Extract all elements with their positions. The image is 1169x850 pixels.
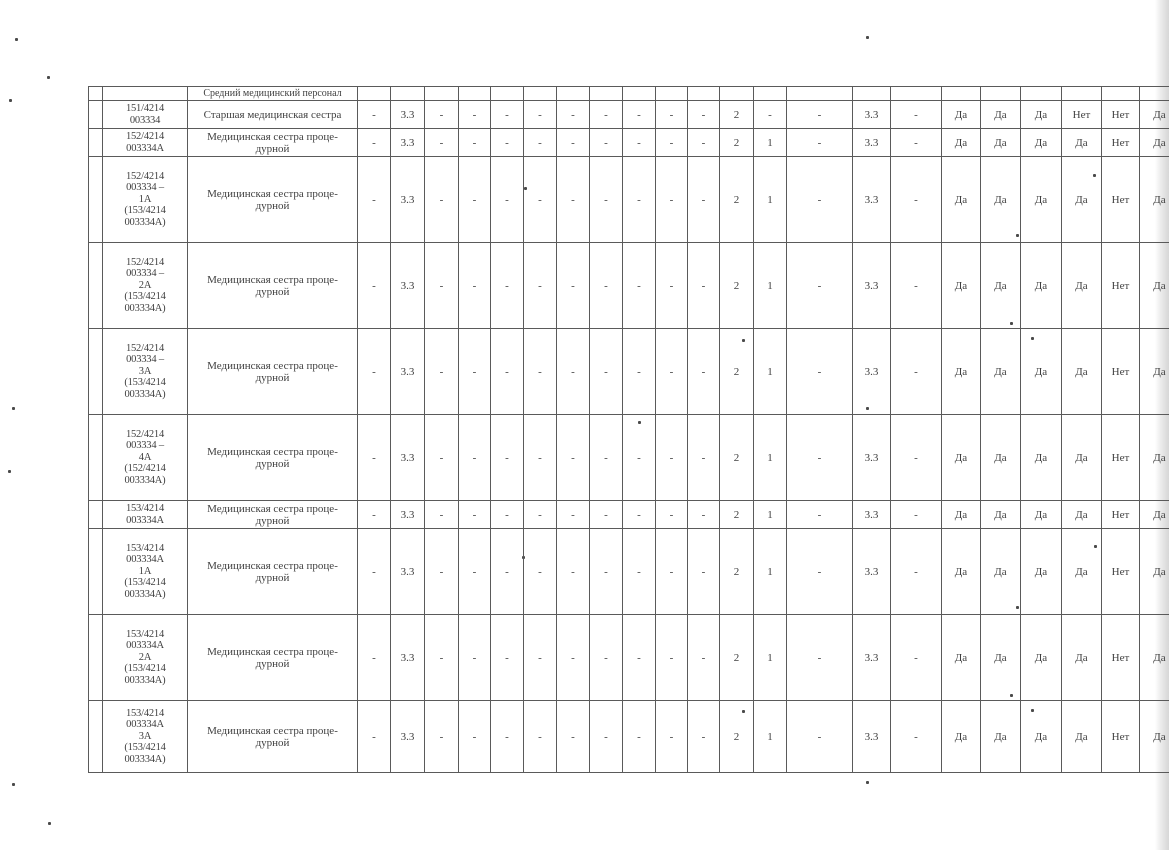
scan-speck xyxy=(8,470,11,473)
value-cell: 1 xyxy=(754,501,787,529)
value-cell: Да xyxy=(981,243,1021,329)
value-cell: - xyxy=(590,415,623,501)
value-cell: Да xyxy=(942,501,981,529)
value-cell: Да xyxy=(1021,701,1062,773)
value-cell: - xyxy=(891,129,942,157)
value-cell: Да xyxy=(1140,501,1169,529)
position-cell: Медицинская сестра проце- дурной xyxy=(188,415,358,501)
blank-cell xyxy=(89,329,103,415)
blank-cell xyxy=(524,87,557,101)
blank-cell xyxy=(89,101,103,129)
value-cell: Да xyxy=(1140,129,1169,157)
table-row xyxy=(89,529,1169,615)
value-cell: - xyxy=(787,701,853,773)
value-cell: 3.3 xyxy=(391,243,425,329)
value-cell: - xyxy=(425,615,459,701)
value-cell: - xyxy=(358,101,391,129)
value-cell: 3.3 xyxy=(853,701,891,773)
value-cell: - xyxy=(358,329,391,415)
workplace-code-cell: 151/4214 003334 xyxy=(103,101,188,129)
value-cell: - xyxy=(459,243,491,329)
workplace-code-cell: 152/4214 003334 – 3А (153/4214 003334А) xyxy=(103,329,188,415)
value-cell: - xyxy=(425,529,459,615)
value-cell: - xyxy=(557,101,590,129)
value-cell: - xyxy=(524,101,557,129)
workplace-code-cell: 153/4214 003334А xyxy=(103,501,188,529)
value-cell: - xyxy=(590,329,623,415)
value-cell: Да xyxy=(981,529,1021,615)
value-cell: - xyxy=(491,329,524,415)
value-cell: - xyxy=(891,529,942,615)
scan-speck xyxy=(9,99,12,102)
value-cell: - xyxy=(688,701,720,773)
value-cell: - xyxy=(524,529,557,615)
scan-speck xyxy=(12,407,15,410)
value-cell: - xyxy=(358,615,391,701)
table-row xyxy=(89,501,1169,529)
value-cell: - xyxy=(491,501,524,529)
blank-cell xyxy=(942,87,981,101)
blank-cell xyxy=(103,87,188,101)
value-cell: - xyxy=(459,529,491,615)
value-cell: - xyxy=(459,157,491,243)
value-cell: 1 xyxy=(754,701,787,773)
value-cell: - xyxy=(557,329,590,415)
value-cell: 3.3 xyxy=(853,415,891,501)
value-cell: - xyxy=(754,101,787,129)
value-cell: - xyxy=(557,615,590,701)
value-cell: - xyxy=(623,329,656,415)
value-cell: - xyxy=(688,501,720,529)
value-cell: 3.3 xyxy=(391,615,425,701)
workplace-code-cell: 153/4214 003334А 3А (153/4214 003334А) xyxy=(103,701,188,773)
value-cell: 1 xyxy=(754,329,787,415)
value-cell: - xyxy=(891,501,942,529)
value-cell: Да xyxy=(942,329,981,415)
workplace-code-cell: 152/4214 003334 – 2А (153/4214 003334А) xyxy=(103,243,188,329)
value-cell: - xyxy=(688,129,720,157)
value-cell: - xyxy=(891,615,942,701)
value-cell: - xyxy=(688,101,720,129)
value-cell: - xyxy=(623,129,656,157)
value-cell: Да xyxy=(942,701,981,773)
value-cell: - xyxy=(656,243,688,329)
value-cell: - xyxy=(358,529,391,615)
value-cell: - xyxy=(425,129,459,157)
position-cell: Медицинская сестра проце- дурной xyxy=(188,329,358,415)
value-cell: 3.3 xyxy=(391,129,425,157)
position-cell: Медицинская сестра проце- дурной xyxy=(188,129,358,157)
value-cell: Нет xyxy=(1102,157,1140,243)
blank-cell xyxy=(853,87,891,101)
value-cell: - xyxy=(590,501,623,529)
blank-cell xyxy=(89,501,103,529)
scan-speck xyxy=(48,822,51,825)
value-cell: - xyxy=(787,329,853,415)
value-cell: Нет xyxy=(1102,501,1140,529)
value-cell: 1 xyxy=(754,529,787,615)
position-cell: Медицинская сестра проце- дурной xyxy=(188,243,358,329)
blank-cell xyxy=(491,87,524,101)
value-cell: - xyxy=(459,501,491,529)
scan-speck xyxy=(866,781,869,784)
value-cell: - xyxy=(425,157,459,243)
value-cell: - xyxy=(491,615,524,701)
value-cell: - xyxy=(459,615,491,701)
scan-speck xyxy=(15,38,18,41)
value-cell: 2 xyxy=(720,329,754,415)
value-cell: Да xyxy=(1140,101,1169,129)
value-cell: - xyxy=(590,615,623,701)
workplace-code-cell: 152/4214 003334 – 4А (152/4214 003334А) xyxy=(103,415,188,501)
value-cell: - xyxy=(623,701,656,773)
value-cell: - xyxy=(459,701,491,773)
blank-cell xyxy=(89,157,103,243)
value-cell: Да xyxy=(1021,529,1062,615)
value-cell: - xyxy=(656,701,688,773)
value-cell: Да xyxy=(1021,615,1062,701)
value-cell: Да xyxy=(1062,529,1102,615)
scan-speck xyxy=(47,76,50,79)
value-cell: - xyxy=(656,329,688,415)
value-cell: - xyxy=(891,243,942,329)
value-cell: Да xyxy=(1021,329,1062,415)
value-cell: - xyxy=(656,529,688,615)
position-cell: Медицинская сестра проце- дурной xyxy=(188,157,358,243)
value-cell: - xyxy=(787,129,853,157)
value-cell: 3.3 xyxy=(391,501,425,529)
blank-cell xyxy=(89,615,103,701)
value-cell: Да xyxy=(1062,615,1102,701)
value-cell: - xyxy=(656,101,688,129)
value-cell: - xyxy=(459,329,491,415)
value-cell: - xyxy=(491,101,524,129)
value-cell: - xyxy=(491,129,524,157)
value-cell: - xyxy=(688,329,720,415)
value-cell: - xyxy=(425,501,459,529)
position-cell: Медицинская сестра проце- дурной xyxy=(188,501,358,529)
value-cell: Да xyxy=(1062,701,1102,773)
blank-cell xyxy=(557,87,590,101)
blank-cell xyxy=(754,87,787,101)
value-cell: - xyxy=(557,501,590,529)
value-cell: - xyxy=(656,415,688,501)
value-cell: - xyxy=(491,157,524,243)
value-cell: - xyxy=(459,101,491,129)
value-cell: Нет xyxy=(1102,129,1140,157)
value-cell: Нет xyxy=(1102,615,1140,701)
value-cell: Да xyxy=(1062,157,1102,243)
value-cell: - xyxy=(358,129,391,157)
section-header-row xyxy=(89,87,1169,101)
blank-cell xyxy=(391,87,425,101)
value-cell: Да xyxy=(1021,129,1062,157)
blank-cell xyxy=(1102,87,1140,101)
value-cell: Нет xyxy=(1102,329,1140,415)
value-cell: Да xyxy=(942,243,981,329)
value-cell: Да xyxy=(981,157,1021,243)
value-cell: Нет xyxy=(1102,415,1140,501)
value-cell: - xyxy=(787,243,853,329)
blank-cell xyxy=(89,243,103,329)
blank-cell xyxy=(891,87,942,101)
value-cell: Да xyxy=(1140,329,1169,415)
value-cell: 1 xyxy=(754,415,787,501)
value-cell: - xyxy=(891,101,942,129)
value-cell: 3.3 xyxy=(853,501,891,529)
blank-cell xyxy=(89,701,103,773)
value-cell: - xyxy=(787,615,853,701)
value-cell: 3.3 xyxy=(853,101,891,129)
value-cell: - xyxy=(590,129,623,157)
value-cell: - xyxy=(524,701,557,773)
value-cell: Нет xyxy=(1062,101,1102,129)
value-cell: - xyxy=(688,529,720,615)
workplace-code-cell: 153/4214 003334А 1А (153/4214 003334А) xyxy=(103,529,188,615)
value-cell: Да xyxy=(1062,501,1102,529)
value-cell: - xyxy=(787,415,853,501)
table-row xyxy=(89,129,1169,157)
blank-cell xyxy=(1062,87,1102,101)
value-cell: - xyxy=(787,529,853,615)
value-cell: Да xyxy=(981,615,1021,701)
value-cell: Да xyxy=(1140,529,1169,615)
value-cell: Да xyxy=(942,529,981,615)
workplace-code-cell: 153/4214 003334А 2А (153/4214 003334А) xyxy=(103,615,188,701)
blank-cell xyxy=(720,87,754,101)
value-cell: - xyxy=(656,615,688,701)
value-cell: Нет xyxy=(1102,529,1140,615)
value-cell: - xyxy=(358,415,391,501)
value-cell: 2 xyxy=(720,243,754,329)
table-row xyxy=(89,329,1169,415)
blank-cell xyxy=(425,87,459,101)
value-cell: 1 xyxy=(754,157,787,243)
value-cell: Да xyxy=(1140,243,1169,329)
blank-cell xyxy=(787,87,853,101)
value-cell: - xyxy=(557,243,590,329)
value-cell: 3.3 xyxy=(853,529,891,615)
value-cell: - xyxy=(425,329,459,415)
value-cell: 1 xyxy=(754,615,787,701)
value-cell: - xyxy=(891,157,942,243)
blank-cell xyxy=(89,529,103,615)
value-cell: - xyxy=(358,243,391,329)
value-cell: Да xyxy=(981,329,1021,415)
value-cell: - xyxy=(688,415,720,501)
value-cell: - xyxy=(459,129,491,157)
value-cell: 3.3 xyxy=(853,329,891,415)
value-cell: Да xyxy=(1140,415,1169,501)
value-cell: 3.3 xyxy=(391,701,425,773)
value-cell: - xyxy=(425,701,459,773)
value-cell: - xyxy=(891,701,942,773)
value-cell: Да xyxy=(942,129,981,157)
blank-cell xyxy=(688,87,720,101)
value-cell: 1 xyxy=(754,243,787,329)
value-cell: - xyxy=(623,157,656,243)
value-cell: 3.3 xyxy=(391,529,425,615)
value-cell: 2 xyxy=(720,529,754,615)
value-cell: - xyxy=(491,529,524,615)
value-cell: - xyxy=(491,415,524,501)
value-cell: - xyxy=(524,157,557,243)
value-cell: - xyxy=(557,529,590,615)
value-cell: Да xyxy=(981,501,1021,529)
value-cell: Да xyxy=(1021,501,1062,529)
value-cell: Да xyxy=(981,129,1021,157)
value-cell: Да xyxy=(1062,243,1102,329)
blank-cell xyxy=(981,87,1021,101)
value-cell: - xyxy=(688,157,720,243)
blank-cell xyxy=(358,87,391,101)
value-cell: 2 xyxy=(720,615,754,701)
value-cell: - xyxy=(656,501,688,529)
value-cell: 3.3 xyxy=(853,129,891,157)
value-cell: Да xyxy=(1140,701,1169,773)
value-cell: 3.3 xyxy=(853,615,891,701)
value-cell: - xyxy=(623,243,656,329)
value-cell: - xyxy=(623,101,656,129)
value-cell: Да xyxy=(1062,415,1102,501)
value-cell: - xyxy=(787,157,853,243)
value-cell: 3.3 xyxy=(391,329,425,415)
table-row xyxy=(89,615,1169,701)
value-cell: - xyxy=(590,701,623,773)
position-cell: Старшая медицинская сестра xyxy=(188,101,358,129)
blank-cell xyxy=(89,87,103,101)
table-row xyxy=(89,157,1169,243)
value-cell: - xyxy=(891,415,942,501)
blank-cell xyxy=(1021,87,1062,101)
value-cell: Да xyxy=(1062,329,1102,415)
value-cell: - xyxy=(623,415,656,501)
scan-speck xyxy=(12,783,15,786)
staff-qualification-table xyxy=(88,86,1169,773)
value-cell: - xyxy=(590,529,623,615)
value-cell: - xyxy=(358,701,391,773)
value-cell: Да xyxy=(1140,615,1169,701)
value-cell: Да xyxy=(942,101,981,129)
value-cell: - xyxy=(425,243,459,329)
value-cell: - xyxy=(524,415,557,501)
position-cell: Медицинская сестра проце- дурной xyxy=(188,615,358,701)
value-cell: Да xyxy=(981,101,1021,129)
value-cell: - xyxy=(524,129,557,157)
value-cell: - xyxy=(787,101,853,129)
value-cell: Да xyxy=(1021,243,1062,329)
value-cell: Нет xyxy=(1102,701,1140,773)
value-cell: Да xyxy=(942,157,981,243)
position-cell: Медицинская сестра проце- дурной xyxy=(188,529,358,615)
table-row xyxy=(89,101,1169,129)
value-cell: - xyxy=(425,101,459,129)
scan-speck xyxy=(866,36,869,39)
value-cell: - xyxy=(459,415,491,501)
table-row xyxy=(89,415,1169,501)
value-cell: 2 xyxy=(720,501,754,529)
blank-cell xyxy=(623,87,656,101)
value-cell: 3.3 xyxy=(391,101,425,129)
workplace-code-cell: 152/4214 003334А xyxy=(103,129,188,157)
value-cell: Да xyxy=(1140,157,1169,243)
value-cell: 3.3 xyxy=(391,415,425,501)
value-cell: - xyxy=(656,157,688,243)
value-cell: 2 xyxy=(720,701,754,773)
value-cell: 2 xyxy=(720,415,754,501)
value-cell: - xyxy=(590,243,623,329)
value-cell: 3.3 xyxy=(391,157,425,243)
value-cell: Да xyxy=(981,415,1021,501)
value-cell: - xyxy=(787,501,853,529)
blank-cell xyxy=(1140,87,1169,101)
value-cell: - xyxy=(524,615,557,701)
value-cell: - xyxy=(358,157,391,243)
table-body xyxy=(89,87,1169,773)
value-cell: 2 xyxy=(720,101,754,129)
blank-cell xyxy=(89,129,103,157)
value-cell: Да xyxy=(1021,157,1062,243)
blank-cell xyxy=(459,87,491,101)
value-cell: - xyxy=(358,501,391,529)
value-cell: - xyxy=(590,157,623,243)
value-cell: 3.3 xyxy=(853,243,891,329)
value-cell: - xyxy=(557,129,590,157)
blank-cell xyxy=(590,87,623,101)
value-cell: Нет xyxy=(1102,243,1140,329)
value-cell: - xyxy=(656,129,688,157)
value-cell: Да xyxy=(1021,415,1062,501)
value-cell: Да xyxy=(1021,101,1062,129)
table-row xyxy=(89,701,1169,773)
blank-cell xyxy=(89,415,103,501)
value-cell: - xyxy=(524,243,557,329)
value-cell: Да xyxy=(981,701,1021,773)
value-cell: - xyxy=(623,501,656,529)
value-cell: 2 xyxy=(720,129,754,157)
value-cell: - xyxy=(524,329,557,415)
value-cell: - xyxy=(891,329,942,415)
value-cell: - xyxy=(623,529,656,615)
value-cell: - xyxy=(623,615,656,701)
value-cell: 1 xyxy=(754,129,787,157)
value-cell: - xyxy=(590,101,623,129)
blank-cell xyxy=(656,87,688,101)
value-cell: - xyxy=(524,501,557,529)
value-cell: - xyxy=(491,243,524,329)
value-cell: - xyxy=(491,701,524,773)
table-row xyxy=(89,243,1169,329)
value-cell: - xyxy=(688,615,720,701)
section-title: Средний медицинский персонал xyxy=(188,87,358,101)
position-cell: Медицинская сестра проце- дурной xyxy=(188,701,358,773)
value-cell: - xyxy=(557,415,590,501)
workplace-code-cell: 152/4214 003334 – 1А (153/4214 003334А) xyxy=(103,157,188,243)
value-cell: - xyxy=(557,701,590,773)
value-cell: Да xyxy=(1062,129,1102,157)
value-cell: - xyxy=(688,243,720,329)
value-cell: Нет xyxy=(1102,101,1140,129)
value-cell: - xyxy=(425,415,459,501)
value-cell: 2 xyxy=(720,157,754,243)
value-cell: Да xyxy=(942,615,981,701)
value-cell: 3.3 xyxy=(853,157,891,243)
value-cell: Да xyxy=(942,415,981,501)
value-cell: - xyxy=(557,157,590,243)
